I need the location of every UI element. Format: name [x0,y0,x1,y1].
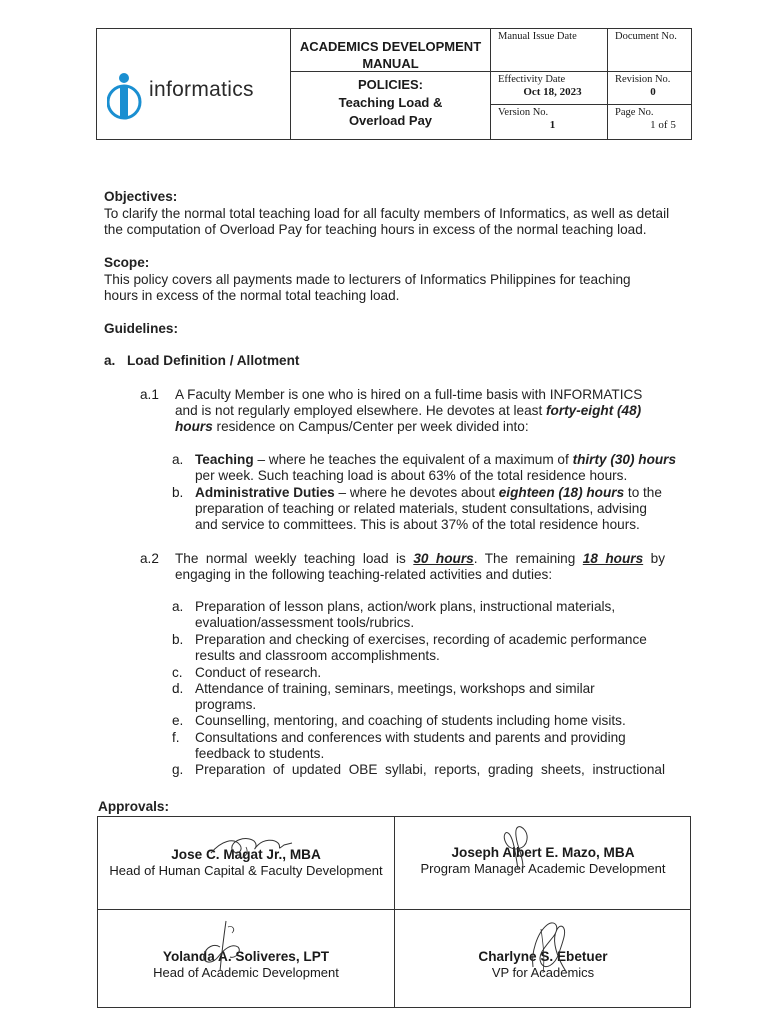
policies-label: POLICIES: [357,77,423,92]
a1-item-b-marker: b. [172,485,184,500]
informatics-logo [107,73,287,123]
signatory-name: Joseph Albert E. Mazo, MBA [451,845,635,860]
a1-line-3: hours residence on Campus/Center per week divided into: [175,419,529,434]
effectivity-date-cell [491,72,608,105]
policy-title-cell [291,72,491,139]
manual-issue-date-label: Manual Issue Date [498,31,577,42]
a2-item-c-line-1: Conduct of research. [195,665,322,680]
document-header-table [96,28,692,140]
effectivity-date-value: Oct 18, 2023 [523,86,582,98]
scope-line-1: This policy covers all payments made to lecturers of Informatics Philippines for teaching [104,272,631,287]
signatory-name: Charlyne S. Ebetuer [478,949,608,964]
a2-item-e-marker: e. [172,713,184,728]
effectivity-date-label: Effectivity Date [498,74,566,85]
a2-item-g-marker: g. [172,762,184,777]
a1-marker: a.1 [140,387,159,402]
a2-item-b-line-1: Preparation and checking of exercises, recording of academic performance [195,632,647,647]
a2-item-f-line-2: feedback to students. [195,746,325,761]
version-no-label: Version No. [498,107,549,118]
signature-image [523,917,573,977]
a2-item-e-line-1: Counselling, mentoring, and coaching of students including home visits. [195,713,626,728]
a2-item-b-line-2: results and classroom accomplishments. [195,648,440,663]
a1-line-2: and is not regularly employed elsewhere. He devotes at least forty-eight (48) [175,403,642,418]
manual-issue-date-cell [491,29,608,72]
section-a-marker: a. [104,353,116,368]
logo-wordmark: informatics [149,78,254,101]
a1-item-a-line-2: per week. Such teaching load is about 63% of the total residence hours. [195,468,628,483]
objectives-line-2: the computation of Overload Pay for teaching hours in excess of the normal teaching load. [104,222,647,237]
a2-item-b-marker: b. [172,632,184,647]
scope-heading: Scope: [104,255,150,270]
signatory-name: Jose C. Magat Jr., MBA [171,847,321,862]
objectives-line-1: To clarify the normal total teaching load for all faculty members of Informatics, as well as detail [104,206,670,221]
revision-no-value: 0 [650,86,656,98]
a2-line-1: The normal weekly teaching load is 30 hours. The remaining 18 hours by [175,551,665,566]
a2-item-a-marker: a. [172,599,184,614]
a1-item-b-line-1: Administrative Duties – where he devotes about eighteen (18) hours to the [195,485,662,500]
signatory-role: Head of Human Capital & Faculty Development [109,863,383,878]
signature-image [498,821,538,873]
a1-item-b-line-2: preparation of teaching or related materials, student consultations, advising [195,501,647,516]
signatory-cell-2 [395,845,691,877]
scope-line-2: hours in excess of the normal total teaching load. [104,288,400,303]
logo-i-icon [107,73,147,123]
objectives-heading: Objectives: [104,189,178,204]
a1-item-b-line-3: and service to committees. This is about 37% of the total residence hours. [195,517,640,532]
version-no-cell [491,105,608,139]
document-no-label: Document No. [615,31,677,42]
section-a-title: Load Definition / Allotment [127,353,300,368]
a2-marker: a.2 [140,551,159,566]
a2-item-a-line-2: evaluation/assessment tools/rubrics. [195,615,415,630]
a2-item-c-marker: c. [172,665,183,680]
a1-line-1: A Faculty Member is one who is hired on a full-time basis with INFORMATICS [175,387,643,402]
revision-no-label: Revision No. [615,74,671,85]
logo-cell [97,29,291,139]
page-no-value: 1 of 5 [650,119,676,131]
a2-item-d-line-1: Attendance of training, seminars, meetings, workshops and similar [195,681,595,696]
a1-item-a-marker: a. [172,452,184,467]
page-no-cell [608,105,691,139]
page-no-label: Page No. [615,107,654,118]
a2-item-f-line-1: Consultations and conferences with students and parents and providing [195,730,626,745]
a2-line-2: engaging in the following teaching-related activities and duties: [175,567,553,582]
a2-item-f-marker: f. [172,730,180,745]
revision-no-cell [608,72,691,105]
signatory-name: Yolanda A. Soliveres, LPT [162,949,330,964]
policy-name: Teaching Load & Overload Pay [338,95,443,128]
approvals-heading: Approvals: [98,799,170,814]
document-no-cell [608,29,691,72]
signatory-role: Head of Academic Development [153,965,339,980]
signatory-role: Program Manager Academic Development [420,861,666,876]
version-no-value: 1 [549,119,556,131]
a2-item-g-line-1: Preparation of updated OBE syllabi, reports, grading sheets, instructional [195,762,665,777]
guidelines-heading: Guidelines: [104,321,179,336]
signature-image [206,827,296,861]
a2-item-a-line-1: Preparation of lesson plans, action/work plans, instructional materials, [195,599,616,614]
a2-item-d-marker: d. [172,681,184,696]
signatory-role: VP for Academics [491,965,595,980]
signature-image [198,917,248,975]
a1-item-a-line-1: Teaching – where he teaches the equivalent of a maximum of thirty (30) hours [195,452,677,467]
approvals-table [97,816,691,1008]
a2-item-d-line-2: programs. [195,697,257,712]
manual-title: ACADEMICS DEVELOPMENT MANUAL [291,29,491,72]
